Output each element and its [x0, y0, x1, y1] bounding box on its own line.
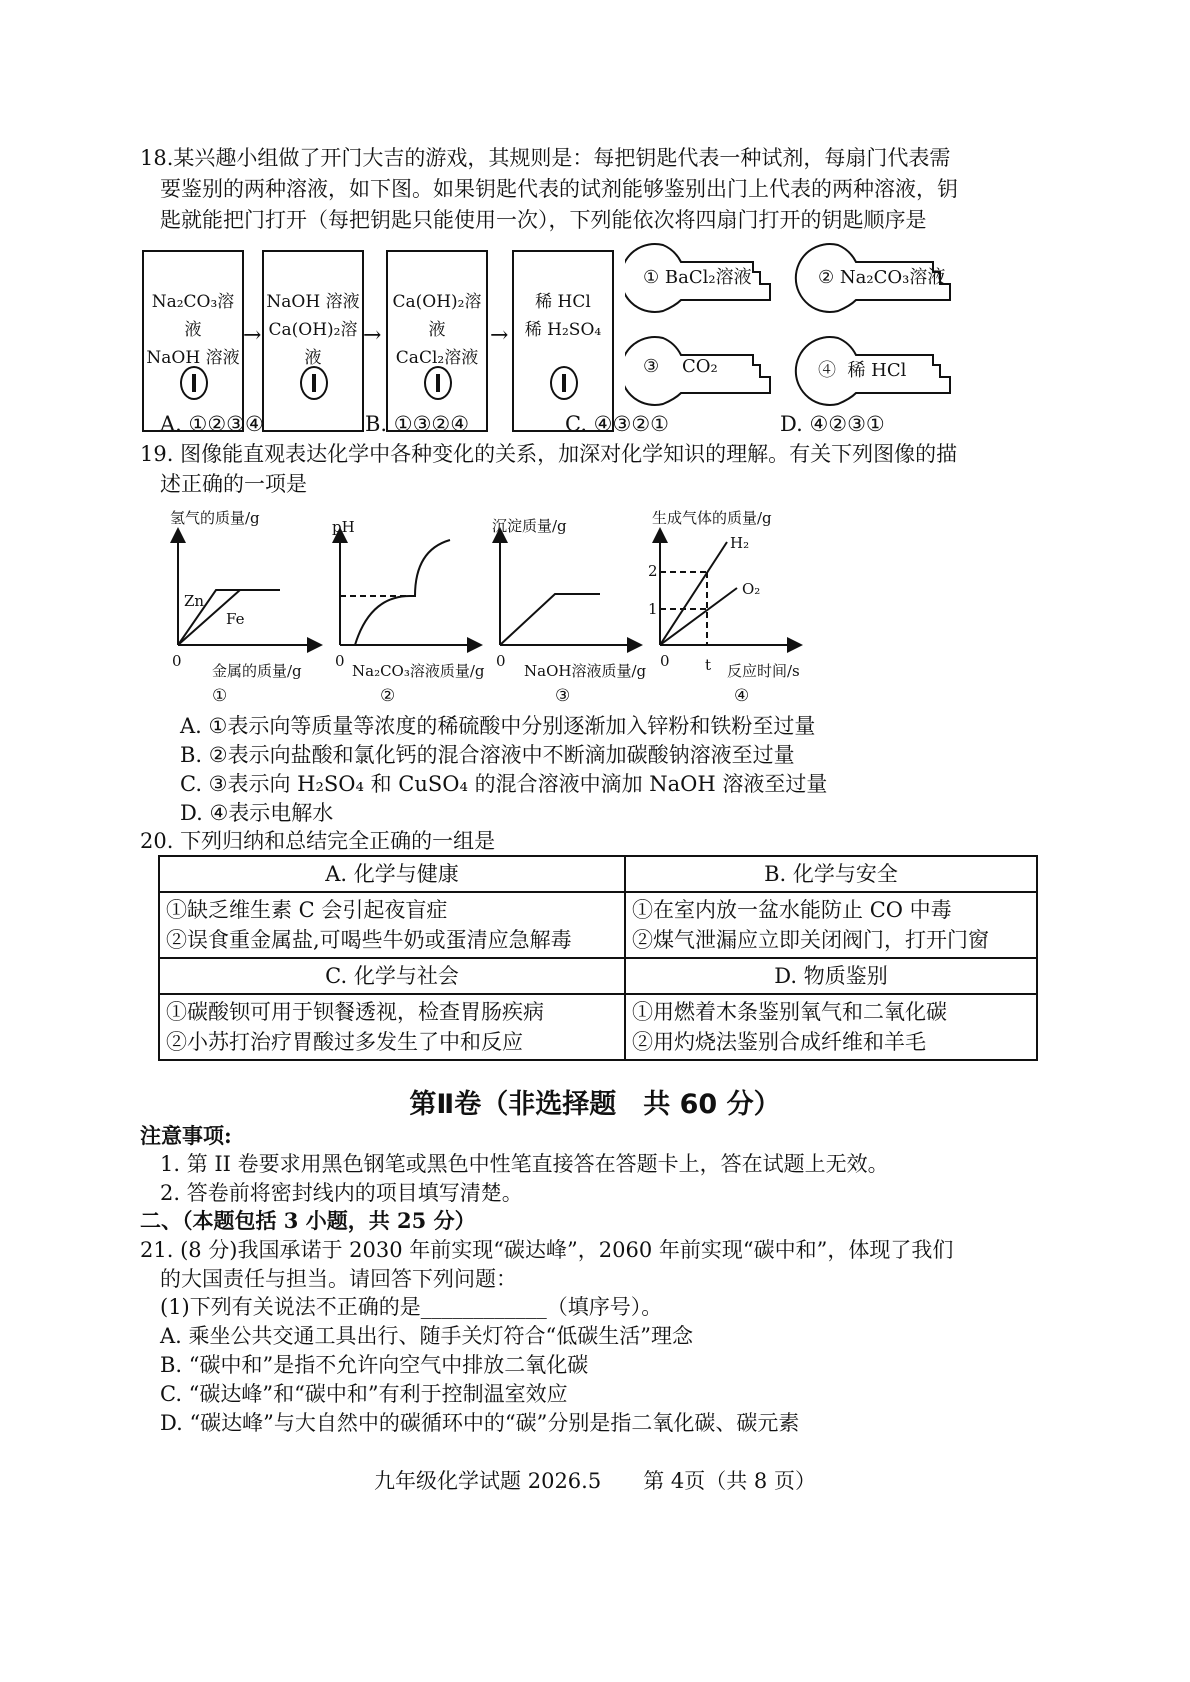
key-2-number: ② [818, 267, 835, 288]
graph-4-ylabel: 生成气体的质量/g [652, 509, 772, 527]
door-knob-icon [550, 366, 578, 400]
arrow-icon: → [363, 323, 382, 348]
q20-cell-a-body: ①缺乏维生素 C 会引起夜盲症 ②误食重金属盐,可喝些牛奶或蛋清应急解毒 [159, 892, 625, 958]
graph-3-xlabel: NaOH溶液质量/g [524, 662, 647, 680]
q20-cell-a-heading: A. 化学与健康 [159, 856, 625, 892]
door-4-text: 稀 HCl 稀 H₂SO₄ [524, 292, 602, 340]
q21-sub1: (1)下列有关说法不正确的是____________（填序号）。 [160, 1295, 663, 1319]
graph-1-zn-label: Zn [184, 592, 205, 610]
door-2-text: NaOH 溶液 Ca(OH)₂溶液 [266, 292, 360, 368]
q18-option-a: A. ①②③④ [160, 412, 264, 436]
key-2 [818, 263, 945, 289]
graph-4-y-tick-1: 1 [648, 600, 658, 618]
door-2 [262, 250, 364, 432]
key-3-number: ③ [643, 356, 660, 377]
q19-option-a: A. ①表示向等质量等浓度的稀硫酸中分别逐渐加入锌粉和铁粉至过量 [180, 714, 816, 738]
notice-2: 2. 答卷前将密封线内的项目填写清楚。 [160, 1181, 523, 1205]
door-3-text: Ca(OH)₂溶液 CaCl₂溶液 [392, 292, 482, 368]
key-4 [818, 356, 906, 382]
page-footer: 九年级化学试题 2026.5 第 4页（共 8 页） [374, 1469, 816, 1493]
door-4 [512, 250, 614, 432]
q20-cell-c-heading: C. 化学与社会 [159, 958, 625, 994]
q20-cell-c-body: ①碳酸钡可用于钡餐透视，检查胃肠疾病 ②小苏打治疗胃酸过多发生了中和反应 [159, 994, 625, 1060]
key-1-label: BaCl₂溶液 [664, 267, 752, 288]
graph-4-y-tick-2: 2 [648, 562, 658, 580]
q21-line1: 21. (8 分)我国承诺于 2030 年前实现“碳达峰”，2060 年前实现“碳中和”，体现了我们 [140, 1238, 954, 1262]
q18-line2: 要鉴别的两种溶液，如下图。如果钥匙代表的试剂能够鉴别出门上代表的两种溶液，钥 [160, 177, 958, 201]
graph-3-precipitate-line [500, 594, 600, 645]
graph-4-h2-label: H₂ [730, 534, 750, 552]
q20-cell-d-heading: D. 物质鉴别 [625, 958, 1037, 994]
graph-3-origin: 0 [496, 652, 506, 670]
graph-4-xlabel: 反应时间/s [727, 662, 800, 680]
graph-2-ylabel: pH [332, 518, 355, 536]
key-4-number: ④ [818, 360, 836, 381]
q20-table [158, 855, 1038, 1061]
door-1-text: Na₂CO₃溶液 NaOH 溶液 [146, 292, 240, 368]
graph-1 [178, 535, 315, 645]
door-3 [386, 250, 488, 432]
graph-3-number: ③ [555, 686, 571, 706]
q21-option-a: A. 乘坐公共交通工具出行、随手关灯符合“低碳生活”理念 [160, 1324, 693, 1348]
graph-4-o2-label: O₂ [742, 580, 761, 598]
notice-1: 1. 第 II 卷要求用黑色钢笔或黑色中性笔直接答在答题卡上，答在试题上无效。 [160, 1152, 889, 1176]
q20-cell-b-heading: B. 化学与安全 [625, 856, 1037, 892]
key-4-label: 稀 HCl [847, 360, 907, 381]
q21-option-b: B. “碳中和”是指不允许向空气中排放二氧化碳 [160, 1353, 589, 1377]
q21-line2: 的大国责任与担当。请回答下列问题： [160, 1267, 517, 1291]
key-1 [643, 263, 752, 289]
graph-1-xlabel: 金属的质量/g [212, 662, 302, 680]
graph-1-ylabel: 氢气的质量/g [170, 509, 260, 527]
graph-1-origin: 0 [172, 652, 182, 670]
graph-4-t-tick: t [705, 656, 712, 674]
graph-4-o2-line [660, 588, 737, 645]
q20-cell-d-body: ①用燃着木条鉴别氧气和二氧化碳 ②用灼烧法鉴别合成纤维和羊毛 [625, 994, 1037, 1060]
graph-2-origin: 0 [335, 652, 345, 670]
notice-heading: 注意事项: [140, 1123, 232, 1148]
q20-cell-b-body: ①在室内放一盆水能防止 CO 中毒 ②煤气泄漏应立即关闭阀门，打开门窗 [625, 892, 1037, 958]
graph-3-ylabel: 沉淀质量/g [492, 517, 567, 535]
arrow-icon: → [490, 323, 509, 348]
key-3 [643, 356, 718, 377]
graph-1-fe-label: Fe [226, 610, 245, 628]
graph-4-h2-line [660, 542, 727, 645]
graph-1-number: ① [212, 686, 228, 706]
section-2-heading: 二、（本题包括 3 小题，共 25 分） [140, 1208, 476, 1233]
graph-4-origin: 0 [660, 652, 670, 670]
q18-line1: 18.某兴趣小组做了开门大吉的游戏，其规则是：每把钥匙代表一种试剂，每扇门代表需 [140, 146, 951, 170]
door-1 [142, 250, 244, 432]
door-knob-icon [424, 366, 452, 400]
q19-option-d: D. ④表示电解水 [180, 801, 334, 825]
graph-2-xlabel: Na₂CO₃溶液质量/g [352, 662, 485, 680]
q18-option-d: D. ④②③① [780, 412, 885, 436]
graph-3 [500, 535, 635, 645]
q21-option-d: D. “碳达峰”与大自然中的碳循环中的“碳”分别是指二氧化碳、碳元素 [160, 1411, 800, 1435]
q19-line2: 述正确的一项是 [160, 472, 307, 496]
door-knob-icon [300, 366, 328, 400]
key-3-label: CO₂ [682, 356, 718, 377]
key-1-number: ① [643, 267, 660, 288]
arrow-icon: → [243, 323, 262, 348]
graph-4-number: ④ [734, 686, 750, 706]
q19-line1: 19. 图像能直观表达化学中各种变化的关系，加深对化学知识的理解。有关下列图像的描 [140, 442, 958, 466]
graph-2 [340, 535, 475, 645]
part2-title: 第Ⅱ卷（非选择题 共 60 分） [409, 1089, 781, 1120]
q18-line3: 匙就能把门打开（每把钥匙只能使用一次），下列能依次将四扇门打开的钥匙顺序是 [160, 208, 927, 232]
graph-2-number: ② [380, 686, 396, 706]
graph-4 [660, 535, 795, 645]
q18-option-c: C. ④③②① [565, 412, 669, 436]
door-knob-icon [180, 366, 208, 400]
q18-option-b: B. ①③②④ [365, 412, 470, 436]
q19-option-c: C. ③表示向 H₂SO₄ 和 CuSO₄ 的混合溶液中滴加 NaOH 溶液至过量 [180, 772, 828, 796]
graph-2-ph-curve [355, 540, 450, 645]
q19-option-b: B. ②表示向盐酸和氯化钙的混合溶液中不断滴加碳酸钠溶液至过量 [180, 743, 795, 767]
q20-stem: 20. 下列归纳和总结完全正确的一组是 [140, 829, 496, 853]
key-2-label: Na₂CO₃溶液 [839, 267, 946, 288]
q21-option-c: C. “碳达峰”和“碳中和”有利于控制温室效应 [160, 1382, 568, 1406]
